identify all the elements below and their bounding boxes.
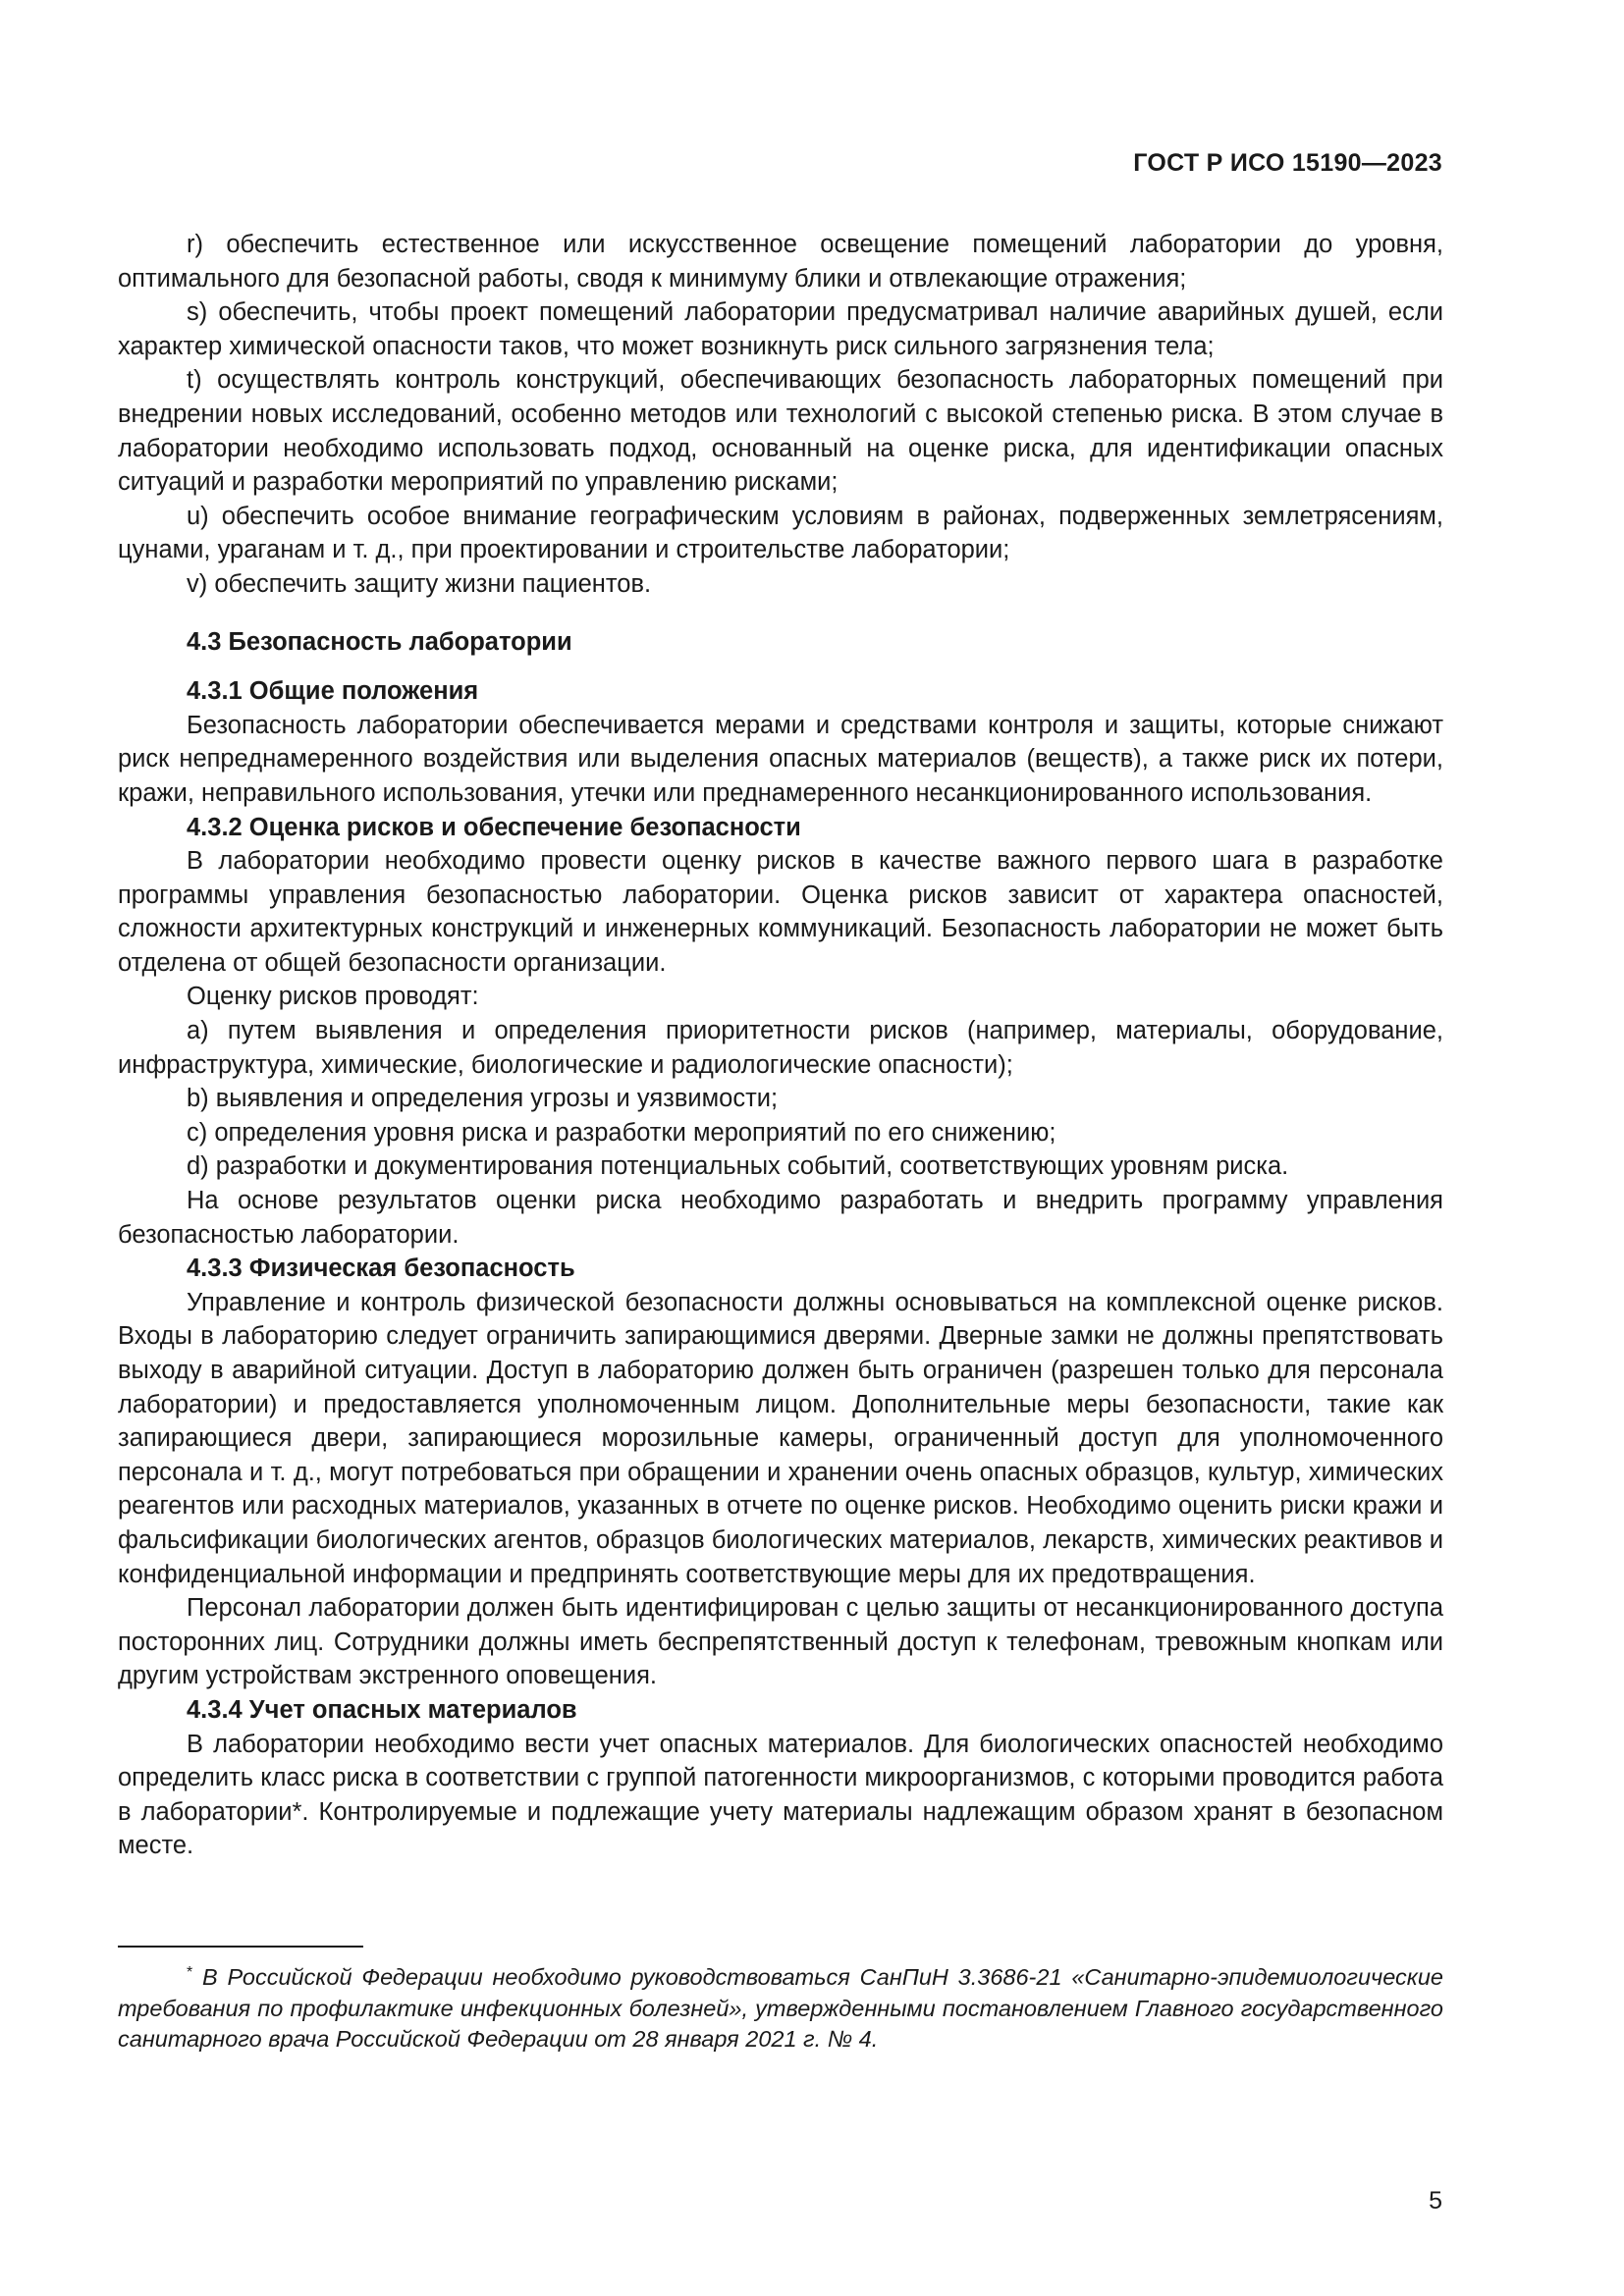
document-header: ГОСТ Р ИСО 15190—2023 (1133, 149, 1442, 177)
footnote-divider (118, 1946, 363, 1948)
list-item-c: c) определения уровня риска и разработки мероприятий по его снижению; (187, 1118, 1056, 1147)
list-item-s: s) обеспечить, чтобы проект помещений лаборатории предусматривал наличие аварийных душей, если характер химической опасности таков, что может возникнуть риск сильного загрязнения тела; (118, 298, 1443, 360)
paragraph-4-3-3-2: Персонал лаборатории должен быть идентифицирован с целью защиты от несанкционированного доступа посторонних лиц. Сотрудники должны иметь беспрепятственный доступ к телефонам, тревожным кнопкам или другим устройствам экстренного оповещения. (118, 1594, 1443, 1690)
paragraph-4-3-4: В лаборатории необходимо вести учет опасных материалов. Для биологических опасностей необходимо определить класс риска в соответствии с группой патогенности микроорганизмов, с которыми проводится работа в лаборатории*. Контролируемые и подлежащие учету материалы надлежащим образом хранят в безопасном месте. (118, 1730, 1443, 1860)
section-heading-4-3: 4.3 Безопасность лаборатории (187, 627, 572, 656)
subsection-heading-4-3-3: 4.3.3 Физическая безопасность (187, 1255, 575, 1283)
list-item-t: t) осуществлять контроль конструкций, обеспечивающих безопасность лабораторных помещений при внедрении новых исследований, особенно методов или технологий с высокой степенью риска. В этом случае в лаборатории необходимо использовать подход, основанный на оценке риска, для идентификации опасных ситуаций и разработки мероприятий по управлению рисками; (118, 366, 1443, 497)
paragraph-4-3-1: Безопасность лаборатории обеспечивается мерами и средствами контроля и защиты, которые снижают риск непреднамеренного воздействия или выделения опасных материалов (веществ), а также риск их потери, кражи, неправильного использования, утечки или преднамеренного несанкционированного использования. (118, 711, 1443, 807)
paragraph-4-3-2-closing: На основе результатов оценки риска необходимо разработать и внедрить программу управления безопасностью лаборатории. (118, 1187, 1443, 1249)
paragraph-4-3-3-1: Управление и контроль физической безопасности должны основываться на комплексной оценке рисков. Входы в лабораторию следует ограничить запирающимися дверями. Дверные замки не должны препятствовать выходу в аварийной ситуации. Доступ в лабораторию должен быть ограничен (разрешен только для персонала лаборатории) и предоставляется уполномоченным лицом. Дополнительные меры безопасности, такие как запирающиеся двери, запирающиеся морозильные камеры, ограниченный доступ для уполномоченного персонала и т. д., могут потребоваться при обращении и хранении очень опасных образцов, культур, химических реагентов или расходных материалов, указанных в отчете по оценке рисков. Необходимо оценить риски кражи и фальсификации биологических агентов, образцов биологических материалов, лекарств, химических реактивов и конфиденциальной информации и предпринять соответствующие меры для их предотвращения. (118, 1288, 1443, 1588)
footnote-text: В Российской Федерации необходимо руководствоваться СанПиН 3.3686-21 «Санитарно-эпидемиологические требования по профилактике инфекционных болезней», утвержденными постановлением Главного государственного санитарного врача Российской Федерации от 28 января 2021 г. № 4. (118, 1964, 1443, 2052)
subsection-heading-4-3-2: 4.3.2 Оценка рисков и обеспечение безопасности (187, 813, 801, 841)
list-item-r: r) обеспечить естественное или искусственное освещение помещений лаборатории до уровня, оптимального для безопасной работы, сводя к минимуму блики и отвлекающие отражения; (118, 231, 1443, 293)
list-item-b: b) выявления и определения угрозы и уязвимости; (187, 1085, 779, 1113)
list-item-u: u) обеспечить особое внимание географическим условиям в районах, подверженных землетрясениям, цунами, ураганам и т. д., при проектировании и строительстве лаборатории; (118, 502, 1443, 564)
footnote-marker: * (187, 1964, 193, 1981)
subsection-heading-4-3-1: 4.3.1 Общие положения (187, 677, 479, 706)
list-item-d: d) разработки и документирования потенциальных событий, соответствующих уровням риска. (187, 1152, 1289, 1181)
list-item-a: a) путем выявления и определения приоритетности рисков (например, материалы, оборудование, инфраструктура, химические, биологические и радиологические опасности); (118, 1017, 1443, 1079)
subsection-heading-4-3-4: 4.3.4 Учет опасных материалов (187, 1695, 577, 1724)
footnote (118, 1957, 1443, 2056)
paragraph-4-3-2: В лаборатории необходимо провести оценку рисков в качестве важного первого шага в разработке программы управления безопасностью лаборатории. Оценка рисков зависит от характера опасностей, сложности архитектурных конструкций и инженерных коммуникаций. Безопасность лаборатории не может быть отделена от общей безопасности организации. (118, 847, 1443, 977)
document-body (118, 228, 1443, 1863)
paragraph-4-3-2-lead: Оценку рисков проводят: (187, 983, 479, 1011)
page-number: 5 (1429, 2187, 1442, 2215)
list-item-v: v) обеспечить защиту жизни пациентов. (187, 569, 652, 598)
